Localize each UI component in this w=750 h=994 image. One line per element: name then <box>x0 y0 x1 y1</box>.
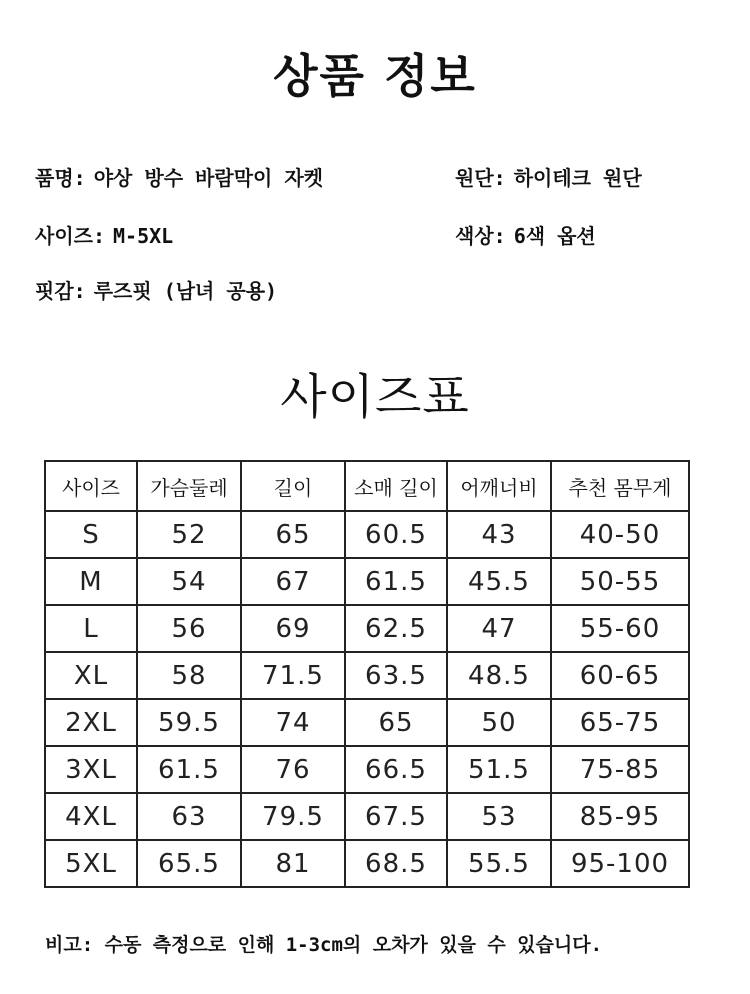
cell-weight: 65-75 <box>551 699 689 746</box>
cell-weight: 75-85 <box>551 746 689 793</box>
cell-length: 76 <box>241 746 345 793</box>
header-weight: 추천 몸무게 <box>551 461 689 511</box>
cell-sleeve: 65 <box>345 699 447 746</box>
table-row <box>45 793 689 840</box>
cell-chest: 59.5 <box>137 699 241 746</box>
product-info-title: 상품 정보 <box>273 49 477 103</box>
cell-shoulder: 45.5 <box>447 558 551 605</box>
color-row <box>455 220 596 249</box>
table-row <box>45 558 689 605</box>
cell-sleeve: 66.5 <box>345 746 447 793</box>
cell-length: 65 <box>241 511 345 558</box>
cell-size: M <box>45 558 137 605</box>
cell-sleeve: 61.5 <box>345 558 447 605</box>
header-chest: 가슴둘레 <box>137 461 241 511</box>
cell-shoulder: 47 <box>447 605 551 652</box>
cell-weight: 60-65 <box>551 652 689 699</box>
header-sleeve: 소매 길이 <box>345 461 447 511</box>
cell-shoulder: 55.5 <box>447 840 551 887</box>
cell-shoulder: 50 <box>447 699 551 746</box>
fit-row <box>35 275 277 304</box>
table-row <box>45 699 689 746</box>
cell-chest: 52 <box>137 511 241 558</box>
cell-shoulder: 48.5 <box>447 652 551 699</box>
color-label: 색상: <box>455 224 506 248</box>
cell-weight: 40-50 <box>551 511 689 558</box>
cell-size: 3XL <box>45 746 137 793</box>
cell-shoulder: 43 <box>447 511 551 558</box>
color-value: 6색 옵션 <box>513 224 596 248</box>
table-row <box>45 605 689 652</box>
fabric-value: 하이테크 원단 <box>513 166 642 190</box>
cell-sleeve: 60.5 <box>345 511 447 558</box>
size-chart-title: 사이즈표 <box>280 369 470 425</box>
size-range-label: 사이즈: <box>35 224 106 248</box>
cell-length: 74 <box>241 699 345 746</box>
header-size: 사이즈 <box>45 461 137 511</box>
cell-shoulder: 51.5 <box>447 746 551 793</box>
cell-sleeve: 62.5 <box>345 605 447 652</box>
cell-chest: 58 <box>137 652 241 699</box>
fit-value: 루즈핏 (남녀 공용) <box>93 279 278 303</box>
cell-weight: 95-100 <box>551 840 689 887</box>
cell-sleeve: 67.5 <box>345 793 447 840</box>
cell-chest: 54 <box>137 558 241 605</box>
fabric-row <box>455 162 642 191</box>
fit-label: 핏감: <box>35 279 86 303</box>
table-header-row <box>45 461 689 511</box>
cell-chest: 65.5 <box>137 840 241 887</box>
cell-length: 81 <box>241 840 345 887</box>
cell-weight: 50-55 <box>551 558 689 605</box>
table-row <box>45 511 689 558</box>
cell-size: 4XL <box>45 793 137 840</box>
cell-size: L <box>45 605 137 652</box>
measurement-note: 비고: 수동 측정으로 인해 1-3cm의 오차가 있을 수 있습니다. <box>45 934 603 956</box>
cell-size: S <box>45 511 137 558</box>
cell-shoulder: 53 <box>447 793 551 840</box>
cell-sleeve: 68.5 <box>345 840 447 887</box>
fabric-label: 원단: <box>455 166 506 190</box>
cell-size: XL <box>45 652 137 699</box>
cell-weight: 85-95 <box>551 793 689 840</box>
table-row <box>45 840 689 887</box>
cell-sleeve: 63.5 <box>345 652 447 699</box>
size-chart-table <box>44 460 690 888</box>
cell-chest: 56 <box>137 605 241 652</box>
cell-length: 69 <box>241 605 345 652</box>
size-range-row <box>35 220 173 249</box>
table-row <box>45 746 689 793</box>
product-name-label: 품명: <box>35 166 86 190</box>
product-name-value: 야상 방수 바람막이 자켓 <box>93 166 324 190</box>
header-shoulder: 어깨너비 <box>447 461 551 511</box>
cell-size: 2XL <box>45 699 137 746</box>
table-row <box>45 652 689 699</box>
cell-length: 79.5 <box>241 793 345 840</box>
cell-chest: 63 <box>137 793 241 840</box>
cell-length: 67 <box>241 558 345 605</box>
cell-chest: 61.5 <box>137 746 241 793</box>
cell-length: 71.5 <box>241 652 345 699</box>
header-length: 길이 <box>241 461 345 511</box>
cell-weight: 55-60 <box>551 605 689 652</box>
size-range-value: M-5XL <box>113 224 174 248</box>
cell-size: 5XL <box>45 840 137 887</box>
product-name-row <box>35 162 323 191</box>
